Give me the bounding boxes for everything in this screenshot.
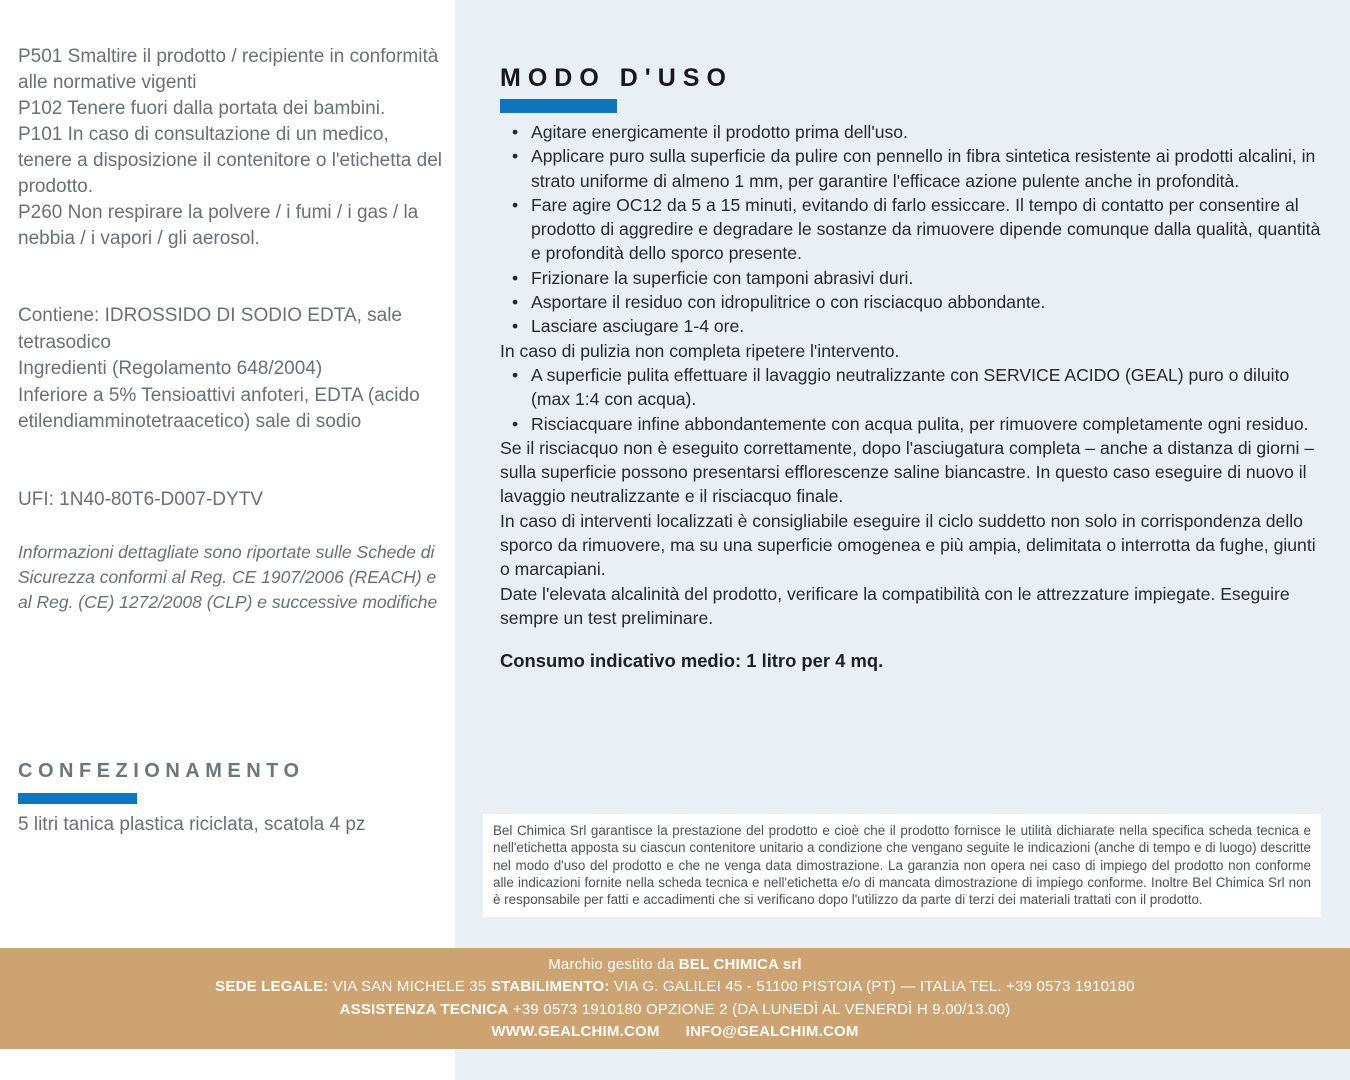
footer-bar (0, 948, 1350, 1049)
instruction-item: • Asportare il residuo con idropulitrice o con risciacquo abbondante. (500, 290, 1322, 314)
footer-sede-text: VIA SAN MICHELE 35 (328, 978, 491, 996)
footer-website-link[interactable]: WWW.GEALCHIM.COM (491, 1022, 660, 1040)
p101-statement: P101 In caso di consultazione di un medico, tenere a disposizione il contenitore o l'etichetta del prodotto. (18, 124, 443, 197)
footer-stabilimento-text: VIA G. GALILEI 45 - 51100 PISTOIA (PT) — ITALIA TEL. +39 0573 1910180 (609, 978, 1135, 996)
confezionamento-accent-bar (18, 793, 137, 804)
warranty-disclaimer-box: Bel Chimica Srl garantisce la prestazione del prodotto e cioè che il prodotto fornisce le utilità dichiarate nella specifica scheda tecnica e nell'etichetta apposta su ciascun contenitore unitario a condizione che vengano seguite le indicazioni (anche di tempo e di luogo) descritte nel modo d'uso del prodotto e che ne venga data dimostrazione. La garanzia non opera nei caso di impiego del prodotto non conforme alle indicazioni fornite nella scheda tecnica e nell'etichetta e/o di mancata dimostrazione di impiego conforme. Inoltre Bel Chimica Srl non è responsabile per fatti e accadimenti che si verificano dopo l'utilizzo da parte di terzi dei materiali trattati con il prodotto. (483, 814, 1321, 917)
footer-brand-name: BEL CHIMICA srl (678, 955, 802, 973)
footer-email-link[interactable]: INFO@GEALCHIM.COM (685, 1022, 859, 1040)
contiene-line: Contiene: IDROSSIDO DI SODIO EDTA, sale tetrasodico (18, 305, 402, 353)
instruction-item: • Risciacquare infine abbondantemente con acqua pulita, per rimuovere completamente ogni residuo. (500, 412, 1322, 436)
ingredienti-line: Ingredienti (Regolamento 648/2004) (18, 358, 323, 379)
modo-duso-heading: MODO D'USO (500, 64, 733, 92)
footer-address-line (215, 976, 1135, 998)
composition-block (18, 303, 442, 436)
instructions-list-1 (500, 120, 1322, 339)
instruction-item: • Applicare puro sulla superficie da pulire con pennello in fibra sintetica resistente ai prodotti alcalini, in strato uniforme di almeno 1 mm, per garantire l'efficace azione pulente anche in profondità. (500, 144, 1322, 193)
modo-duso-accent-bar (500, 99, 617, 113)
footer-contacts-line (491, 1021, 858, 1043)
inferiore-line: Inferiore a 5% Tensioattivi anfoteri, EDTA (acido etilendiamminotetraacetico) sale di sodio (18, 384, 420, 432)
p501-statement: P501 Smaltire il prodotto / recipiente in conformità alle normative vigenti (18, 46, 439, 93)
note-paragraph-1: Se il risciacquo non è eseguito correttamente, dopo l'asciugatura completa – anche a distanza di giorni – sulla superficie possono presentarsi efflorescenze saline biancastre. In questo caso eseguire di nuovo il lavaggio neutralizzante e il risciacquo finale. (500, 437, 1315, 507)
instruction-item: • Lasciare asciugare 1-4 ore. (500, 314, 1322, 338)
safety-sheet-note: Informazioni dettagliate sono riportate sulle Schede di Sicurezza conformi al Reg. CE 1907/2006 (REACH) e al Reg. (CE) 1272/2008 (CLP) e successive modifiche (18, 542, 438, 612)
footer-sede-label: SEDE LEGALE: (215, 978, 329, 996)
footer-assistance-line (340, 999, 1011, 1021)
confezionamento-heading: CONFEZIONAMENTO (18, 760, 305, 782)
packaging-text: 5 litri tanica plastica riciclata, scatola 4 pz (18, 814, 366, 835)
footer-brand-line (548, 954, 802, 976)
safety-statements (18, 44, 442, 252)
footer-assistenza-text: +39 0573 1910180 OPZIONE 2 (DA LUNEDÌ AL VENERDÌ H 9.00/13.00) (508, 1000, 1011, 1018)
ufi-code: UFI: 1N40-80T6-D007-DYTV (18, 489, 263, 510)
footer-assistenza-label: ASSISTENZA TECNICA (339, 1000, 509, 1018)
instructions-list-2 (500, 363, 1322, 436)
instructions-body (500, 120, 1322, 674)
footer-stabilimento-label: STABILIMENTO: (490, 978, 610, 996)
note-paragraph-3: Date l'elevata alcalinità del prodotto, verificare la compatibilità con le attrezzature impiegate. Eseguire sempre un test preliminare. (500, 583, 1290, 628)
interlude-line: In caso di pulizia non completa ripetere l'intervento. (500, 340, 900, 361)
p102-statement: P102 Tenere fuori dalla portata dei bambini. (18, 98, 386, 119)
instruction-item: • A superficie pulita effettuare il lavaggio neutralizzante con SERVICE ACIDO (GEAL) puro o diluito (max 1:4 con acqua). (500, 363, 1322, 412)
instruction-item: • Agitare energicamente il prodotto prima dell'uso. (500, 120, 1322, 144)
instruction-item: • Frizionare la superficie con tamponi abrasivi duri. (500, 266, 1322, 290)
consumption-line: Consumo indicativo medio: 1 litro per 4 mq. (500, 650, 884, 672)
instruction-item: • Fare agire OC12 da 5 a 15 minuti, evitando di farlo essiccare. Il tempo di contatto per consentire al prodotto di aggredire e degradare le sostanze da rimuovere dipende comunque dalla qualità, quantità e profondità dello sporco presente. (500, 193, 1322, 266)
p260-statement: P260 Non respirare la polvere / i fumi / i gas / la nebbia / i vapori / gli aerosol. (18, 202, 419, 249)
footer-brand-prefix: Marchio gestito da (548, 955, 679, 973)
note-paragraph-2: In caso di interventi localizzati è consigliabile eseguire il ciclo suddetto non solo in corrispondenza dello sporco da rimuovere, ma su una superficie omogenea e più ampia, delimitata o interrotta da fughe, giunti o marcapiani. (500, 510, 1316, 580)
